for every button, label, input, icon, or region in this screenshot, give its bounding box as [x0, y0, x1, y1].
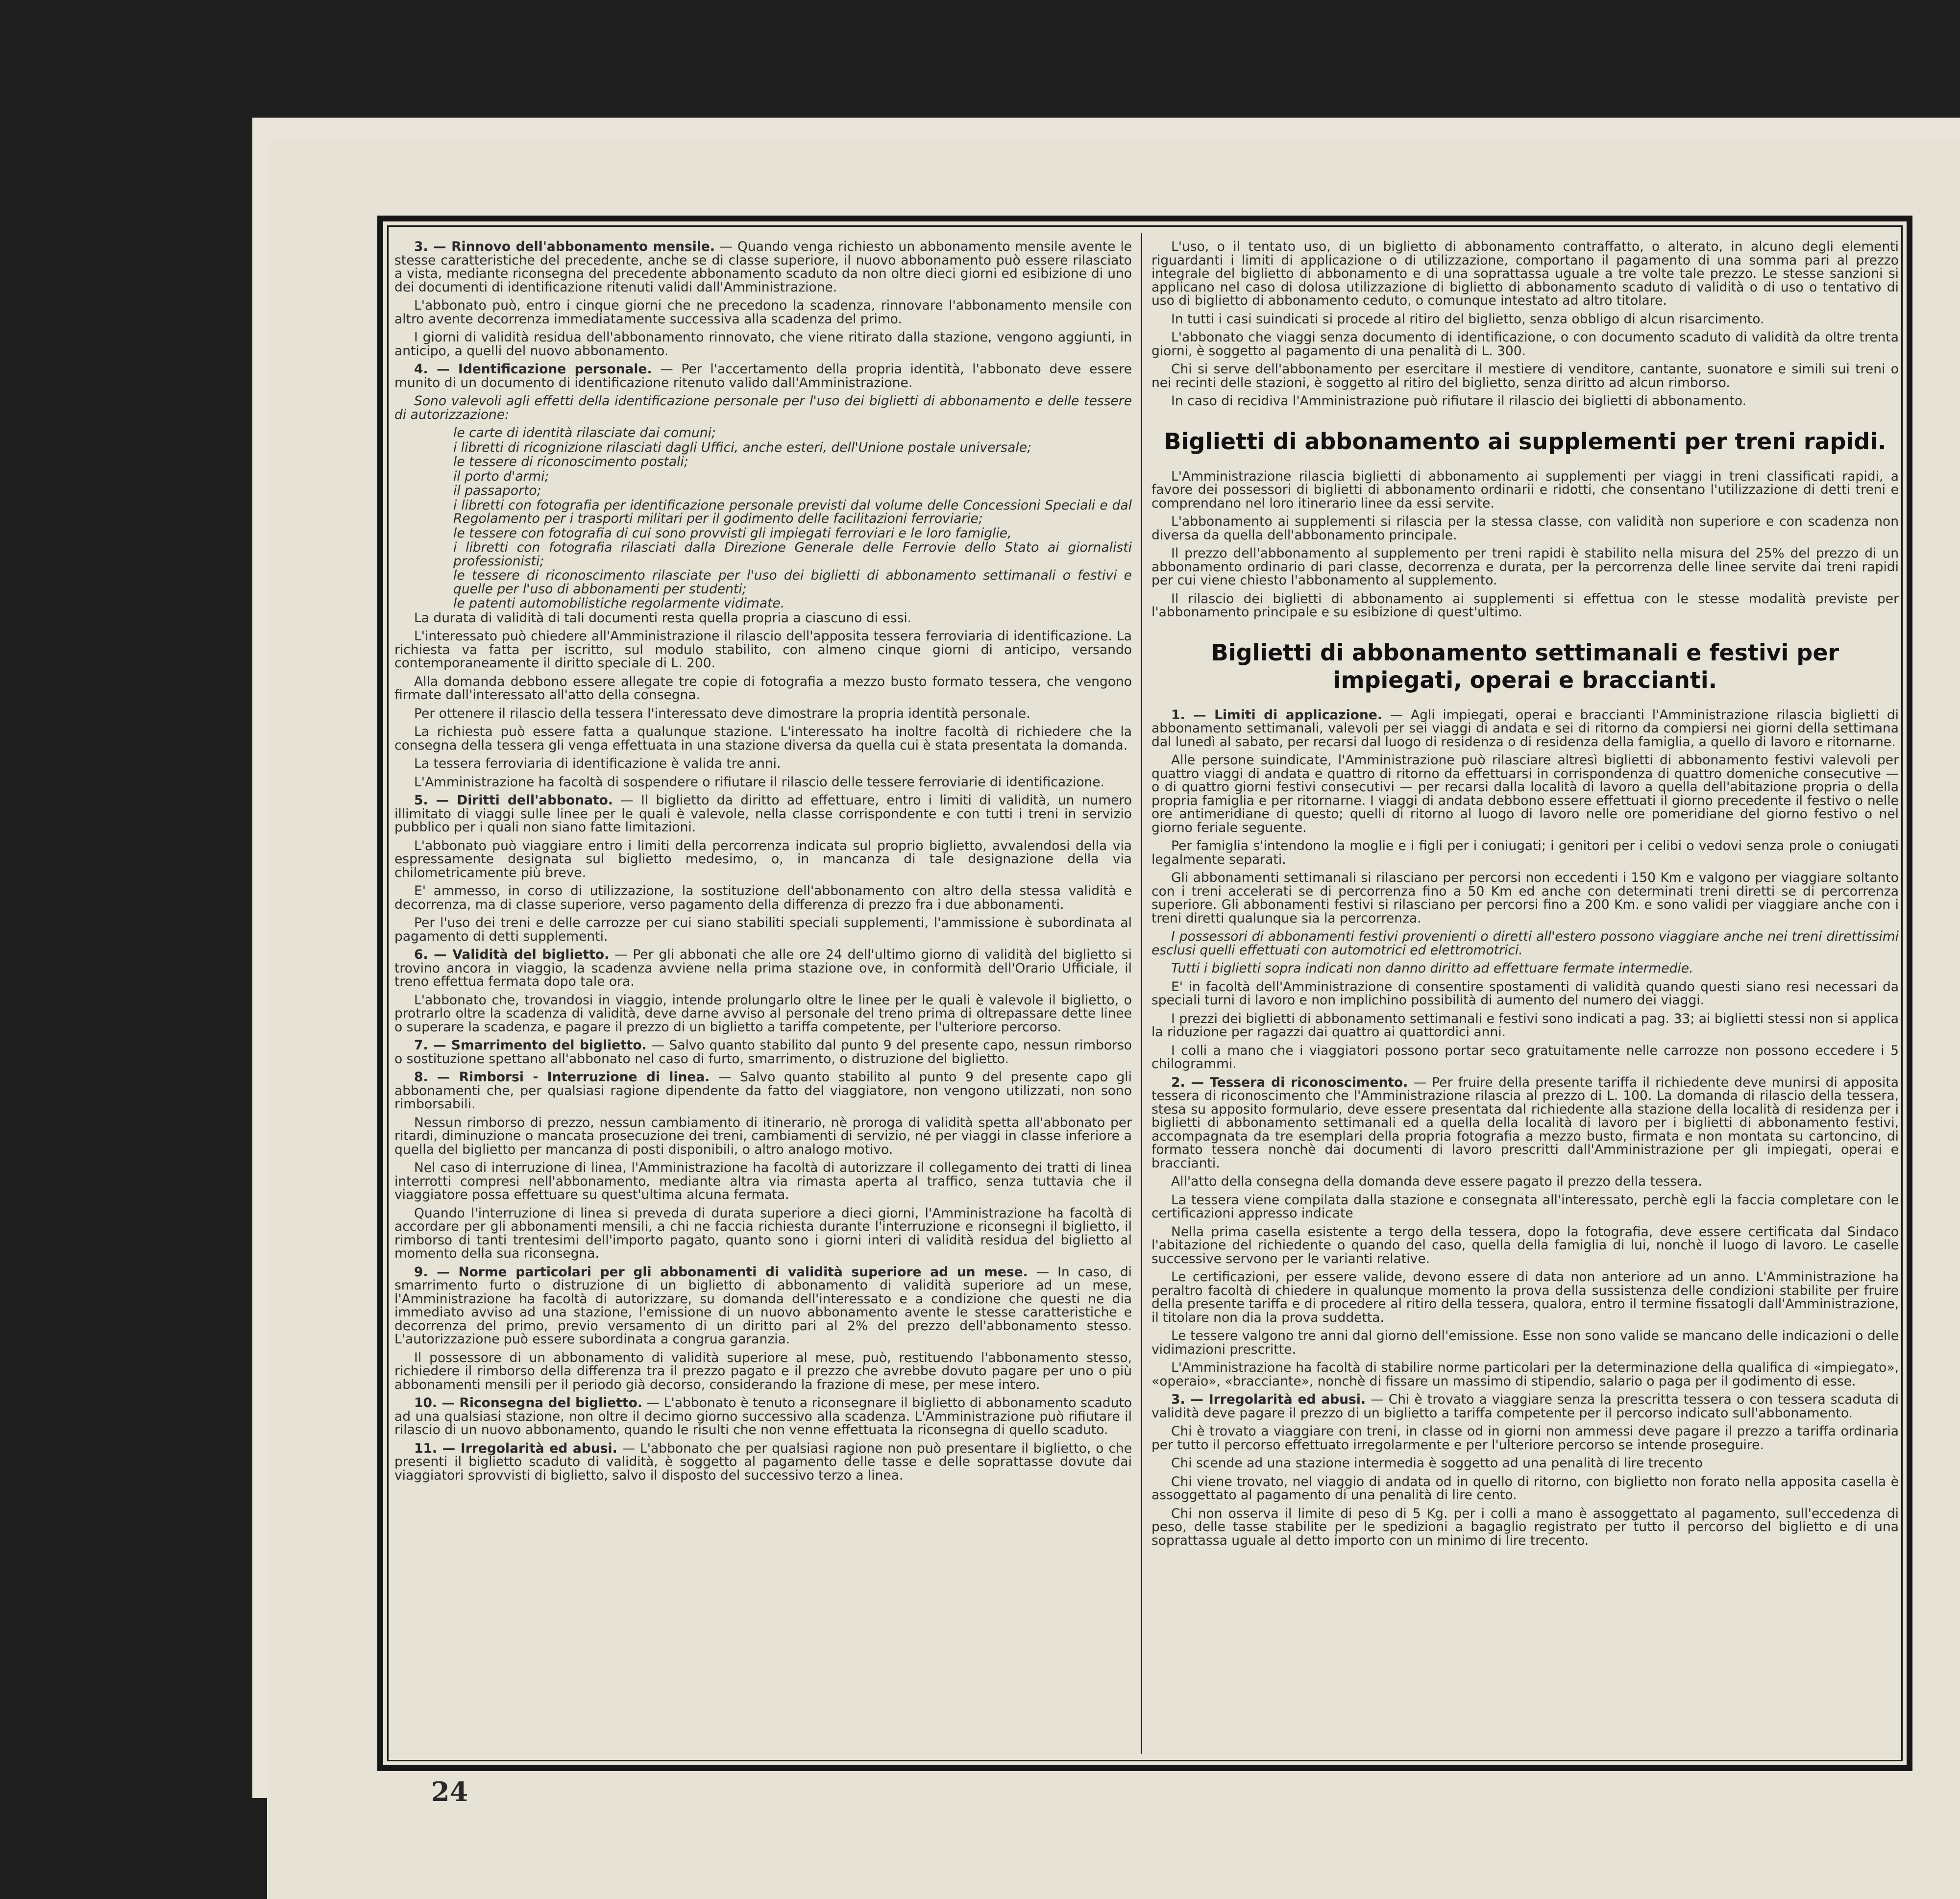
- numbered-clause: [1152, 1076, 1899, 1170]
- paragraph: L'Amministrazione ha facoltà di stabilire norme particolari per la determinazione della qualifica di «impiegato», «operaio», «bracciante», nonchè di fissare un massimo di stipendio, salario o paga per il godimento di esse.: [1152, 1360, 1899, 1389]
- clause-text: — Per gli abbonati che alle ore 24 dell'ultimo giorno di validità del biglietto si trovino ancora in viaggio, la scadenza avviene nella prima stazione ove, in conformità dell'Orario Ufficiale, il treno effettua fermata dopo tale ora.: [394, 947, 1132, 989]
- document-list-item: le tessere con fotografia di cui sono provvisti gli impiegati ferroviari e le loro famiglie,: [453, 525, 1012, 541]
- paragraph: Nessun rimborso di prezzo, nessun cambiamento di itinerario, nè proroga di validità spetta all'abbonato per ritardi, diminuzione o mancata prosecuzione dei treni, cambiamenti di servizio, né per viaggi in classe inferiore a quella del biglietto per mancanza di posti disponibili, o altro analogo motivo.: [394, 1115, 1132, 1157]
- clause-title: 3. — Rinnovo dell'abbonamento mensile.: [414, 240, 715, 254]
- paragraph: In caso di recidiva l'Amministrazione può rifiutare il rilascio dei biglietti di abbonamento.: [1171, 393, 1747, 409]
- paragraph: Tutti i biglietti sopra indicati non danno diritto ad effettuare fermate intermedie.: [1171, 961, 1693, 976]
- clause-title: 11. — Irregolarità ed abusi.: [414, 1440, 617, 1456]
- paragraph: Sono valevoli agli effetti della identificazione personale per l'uso dei biglietti di abbonamento e delle tessere di autorizzazione:: [394, 393, 1132, 422]
- paragraph: Alle persone suindicate, l'Amministrazione può rilasciare altresì biglietti di abbonamento festivi valevoli per quattro viaggi di andata e quattro di ritorno da effettuarsi in corrispondenza di quattro domeniche consecutive — o di quattro giorni festivi consecutivi — per recarsi dalla località di lavoro a quella dell'abitazione propria o della propria famiglia e per ritornarne. I viaggi di andata debbono essere effettuati il giorno precedente il festivo o nelle ore antimeridiane di questo; quelli di ritorno al luogo di lavoro nelle ore pomeridiane del giorno festivo o nel giorno feriale seguente.: [1152, 753, 1899, 835]
- clause-title: 3. — Irregolarità ed abusi.: [1171, 1392, 1366, 1407]
- paragraph: Quando l'interruzione di linea si preveda di durata superiore a dieci giorni, l'Amministrazione ha facoltà di accordare per gli abbonamenti mensili, a chi ne faccia richiesta durante l'interruzione e riconsegni il biglietto, il rimborso di tanti trentesimi dell'importo pagato, quanto sono i giorni interi di validità residua del biglietto al momento della sua riconsegna.: [394, 1205, 1132, 1261]
- paragraph: La tessera viene compilata dalla stazione e consegnata all'interessato, perchè egli la faccia completare con le certificazioni appresso indicate: [1152, 1192, 1899, 1221]
- paragraph: L'interessato può chiedere all'Amministrazione il rilascio dell'apposita tessera ferroviaria di identificazione. La richiesta va fatta per iscritto, sul modulo stabilito, con almeno cinque giorni di anticipo, versando contemporaneamente il diritto speciale di L. 200.: [394, 629, 1132, 671]
- paragraph: L'Amministrazione ha facoltà di sospendere o rifiutare il rilascio delle tessere ferroviarie di identificazione.: [414, 774, 1105, 790]
- clause-text: — Salvo quanto stabilito al punto 9 del presente capo gli abbonamenti che, per qualsiasi ragione dipendente da fatto del viaggiatore, non vengono utilizzati, non sono rimborsabili.: [394, 1070, 1132, 1112]
- clause-title: 10. — Riconsegna del biglietto.: [414, 1395, 642, 1411]
- paragraph: La tessera ferroviaria di identificazione è valida tre anni.: [414, 756, 781, 771]
- paragraph: Chi non osserva il limite di peso di 5 Kg. per i colli a mano è assoggettato al pagamento, sull'eccedenza di peso, delle tasse stabilite per le spedizioni a bagaglio registrato per tutto il percorso del biglietto e di una soprattassa uguale al detto importo con un minimo di lire trecento.: [1152, 1506, 1899, 1548]
- numbered-clause: [394, 1071, 1132, 1111]
- paragraph: All'atto della consegna della domanda deve essere pagato il prezzo della tessera.: [1171, 1174, 1702, 1189]
- numbered-clause: [394, 240, 1132, 294]
- document-list-item: il passaporto;: [453, 483, 541, 498]
- section-heading: Biglietti di abbonamento settimanali e festivi per impiegati, operai e braccianti.: [1211, 639, 1839, 693]
- document-list-item: il porto d'armi;: [453, 468, 549, 484]
- numbered-clause: [394, 1039, 1132, 1066]
- paragraph: Le tessere valgono tre anni dal giorno dell'emissione. Esse non sono valide se mancano delle indicazioni o delle vidimazioni prescritte.: [1152, 1328, 1899, 1357]
- paragraph: Per famiglia s'intendono la moglie e i figli per i coniugati; i genitori per i celibi o vedovi senza prole o coniugati legalmente separati.: [1152, 838, 1899, 867]
- paragraph: L'Amministrazione rilascia biglietti di abbonamento ai supplementi per viaggi in treni classificati rapidi, a favore dei possessori di biglietti di abbonamento ordinarii e ridotti, che consentano l'utilizzazione di detti treni e comprendano nel loro itinerario linee da essi servite.: [1152, 468, 1899, 511]
- paragraph: Alla domanda debbono essere allegate tre copie di fotografia a mezzo busto formato tessera, che vengono firmate dall'interessato all'atto della consegna.: [394, 674, 1132, 703]
- clause-title: 1. — Limiti di applicazione.: [1171, 707, 1382, 723]
- document-list-item: i libretti con fotografia per identificazione personale previsti dal volume delle Concessioni Speciali e dal Regolamento per i trasporti militari per il godimento delle facilitazioni ferroviarie;: [453, 497, 1132, 526]
- paragraph: Le certificazioni, per essere valide, devono essere di data non anteriore ad un anno. L'Amministrazione ha peraltro facoltà di chiedere in qualunque momento la prova della sussistenza delle condizioni stabilite per fruire della presente tariffa e di procedere al ritiro della tessera, qualora, entro il termine fissatogli dall'Amministrazione, il titolare non dia la prova suddetta.: [1152, 1269, 1899, 1325]
- paragraph: L'abbonato che, trovandosi in viaggio, intende prolungarlo oltre le linee per le quali è valevole il biglietto, o protrarlo oltre la scadenza di validità, deve darne avviso al personale del treno prima di oltrepassare dette linee o superare la scadenza, e pagare il prezzo di un biglietto a tariffa competente, per l'ulteriore percorso.: [394, 992, 1132, 1035]
- clause-text: — Agli impiegati, operai e braccianti l'Amministrazione rilascia biglietti di abbonamento settimanali, valevoli per sei viaggi di andata e sei di ritorno da compiersi nei giorni della settimana dal lunedì al sabato, per recarsi dal luogo di residenza o di residenza della famiglia, a quello di lavoro e ritornarne.: [1152, 707, 1899, 750]
- clause-title: 5. — Diritti dell'abbonato.: [414, 793, 613, 808]
- numbered-clause: [394, 948, 1132, 989]
- clause-title: 7. — Smarrimento del biglietto.: [414, 1038, 647, 1053]
- column-divider: [1141, 233, 1142, 1754]
- paragraph: I giorni di validità residua dell'abbonamento rinnovato, che viene ritirato dalla stazione, vengono aggiunti, in anticipo, a quelli del nuovo abbonamento.: [394, 330, 1132, 359]
- paragraph: L'abbonato può, entro i cinque giorni che ne precedono la scadenza, rinnovare l'abbonamento mensile con altro avente decorrenza immediatamente successiva alla scadenza del primo.: [394, 298, 1132, 327]
- paragraph: L'uso, o il tentato uso, di un biglietto di abbonamento contraffatto, o alterato, in alcuno degli elementi riguardanti i limiti di applicazione o di utilizzazione, comportano il pagamento di una somma pari al prezzo integrale del biglietto di abbonamento e di una soprattassa uguale a tre volte tale prezzo. Le stesse sanzioni si applicano nel caso di dolosa utilizzazione di biglietto di abbonamento scaduto di validità o di uso o tentativo di uso di biglietto di abbonamento ceduto, o comunque intestato ad altro titolare.: [1152, 240, 1899, 308]
- document-list-item: le tessere di riconoscimento rilasciate per l'uso dei biglietti di abbonamento settimanali o festivi e quelle per l'uso di abbonamenti per studenti;: [453, 568, 1132, 597]
- paragraph: Chi scende ad una stazione intermedia è soggetto ad una penalità di lire trecento: [1171, 1456, 1703, 1471]
- page-number: 24: [431, 1776, 468, 1807]
- clause-title: 2. — Tessera di riconoscimento.: [1171, 1074, 1408, 1090]
- clause-text: — Chi è trovato a viaggiare senza la prescritta tessera o con tessera scaduta di validità deve pagare il prezzo di un biglietto a tariffa competente per il percorso indicato sull'abbonamento.: [1152, 1392, 1899, 1421]
- paragraph: I colli a mano che i viaggiatori possono portar seco gratuitamente nelle carrozze non possono eccedere i 5 chilogrammi.: [1152, 1043, 1899, 1071]
- clause-text: — L'abbonato che per qualsiasi ragione non può presentare il biglietto, o che presenti il biglietto scaduto di validità, è soggetto al pagamento delle tasse e delle soprattasse dovute dai viaggiatori sprovvisti di biglietto, salvo il disposto del successivo terzo a linea.: [394, 1440, 1132, 1483]
- paragraph: La durata di validità di tali documenti resta quella propria a ciascuno di essi.: [414, 610, 912, 626]
- clause-title: 9. — Norme particolari per gli abbonamenti di validità superiore ad un mese.: [414, 1264, 1028, 1280]
- section-heading: Biglietti di abbonamento ai supplementi per treni rapidi.: [1164, 428, 1886, 455]
- clause-text: — Per l'accertamento della propria identità, l'abbonato deve essere munito di un documento di identificazione ritenuto valido dall'Amministrazione.: [394, 362, 1132, 390]
- paragraph: In tutti i casi suindicati si procede al ritiro del biglietto, senza obbligo di alcun risarcimento.: [1171, 311, 1764, 327]
- paragraph: La richiesta può essere fatta a qualunque stazione. L'interessato ha inoltre facoltà di richiedere che la consegna della tessera gli venga effettuata in una stazione diversa da quella cui è stata presentata la domanda.: [394, 724, 1132, 753]
- clause-text: — Il biglietto da diritto ad effettuare, entro i limiti di validità, un numero illimitato di viaggi sulle linee per le quali è valevole, nella classe corrispondente e con tutti i treni in servizio pubblico per i quali non siano fatte limitazioni.: [394, 793, 1132, 835]
- clause-title: 6. — Validità del biglietto.: [414, 947, 610, 962]
- paragraph: E' in facoltà dell'Amministrazione di consentire spostamenti di validità quando questi siano resi necessari da speciali turni di lavoro e non implichino possibilità di aumento del numero dei viaggi.: [1152, 979, 1899, 1008]
- paragraph: E' ammesso, in corso di utilizzazione, la sostituzione dell'abbonamento con altro della stessa validità e decorrenza, ma di classe superiore, verso pagamento della differenza di prezzo fra i due abbonamenti.: [394, 883, 1132, 912]
- paragraph: Chi è trovato a viaggiare con treni, in classe od in giorni non ammessi deve pagare il prezzo a tariffa ordinaria per tutto il percorso effettuato irregolarmente e per l'ulteriore percorso se intende proseguire.: [1152, 1424, 1899, 1453]
- clause-text: — L'abbonato è tenuto a riconsegnare il biglietto di abbonamento scaduto ad una qualsiasi stazione, non oltre il decimo giorno successivo alla scadenza. L'Amministrazione può rifiutare il rilascio di un nuovo abbonamento, quando le risulti che non venne effettuata la riconsegna di quello scaduto.: [394, 1395, 1132, 1437]
- paragraph: Nella prima casella esistente a tergo della tessera, dopo la fotografia, deve essere certificata dal Sindaco l'abitazione del richiedente o quando del caso, quella della famiglia di lui, nonchè il luogo di lavoro. Le caselle successive servono per le varianti relative.: [1152, 1224, 1899, 1266]
- document-list-item: i libretti con fotografia rilasciati dalla Direzione Generale delle Ferrovie dello Stato ai giornalisti professionisti;: [453, 540, 1132, 569]
- document-list-item: le carte di identità rilasciate dai comuni;: [453, 425, 716, 440]
- paragraph: L'abbonamento ai supplementi si rilascia per la stessa classe, con validità non superiore e con scadenza non diversa da quella dell'abbonamento principale.: [1152, 514, 1899, 543]
- document-list-item: le tessere di riconoscimento postali;: [453, 454, 688, 469]
- paragraph: Nel caso di interruzione di linea, l'Amministrazione ha facoltà di autorizzare il collegamento dei tratti di linea interrotti compresi nell'abbonamento, mediante altra via rimasta aperta al traffico, senza tuttavia che il viaggiatore possa effettuare su quest'ultima alcuna fermata.: [394, 1160, 1132, 1202]
- numbered-clause: [394, 1396, 1132, 1437]
- paragraph: Per ottenere il rilascio della tessera l'interessato deve dimostrare la propria identità personale.: [414, 706, 1030, 721]
- numbered-clause: [394, 363, 1132, 390]
- clause-text: — In caso, di smarrimento furto o distruzione di un biglietto di abbonamento di validità superiore ad un mese, l'Amministrazione ha facoltà di autorizzare, su domanda dell'interessato e a condizione che questi ne dia immediato avviso ad una stazione, l'emissione di un nuovo abbonamento avente le stesse caratteristiche e decorrenza del primo, previo versamento di un diritto pari al 2% del prezzo dell'abbonamento stesso. L'autorizzazione può essere subordinata a congrua garanzia.: [394, 1264, 1132, 1347]
- paragraph: Il possessore di un abbonamento di validità superiore al mese, può, restituendo l'abbonamento stesso, richiedere il rimborso della differenza tra il prezzo pagato e il prezzo che avrebbe dovuto pagare per uno o più abbonamenti mensili per il periodo già decorso, considerando la frazione di mese, per mese intero.: [394, 1350, 1132, 1392]
- clause-title: 8. — Rimborsi - Interruzione di linea.: [414, 1070, 710, 1085]
- paragraph: L'abbonato può viaggiare entro i limiti della percorrenza indicata sul proprio biglietto, avvalendosi della via espressamente designata sul biglietto medesimo, o, in mancanza di tale designazione della via chilometricamente più breve.: [394, 838, 1132, 880]
- paragraph: Chi si serve dell'abbonamento per esercitare il mestiere di venditore, cantante, suonatore e simili sui treni o nei recinti delle stazioni, è soggetto al ritiro del biglietto, senza diritto ad alcun rimborso.: [1152, 362, 1899, 390]
- paragraph: I prezzi dei biglietti di abbonamento settimanali e festivi sono indicati a pag. 33; ai biglietti stessi non si applica la riduzione per ragazzi dai quattro ai quattordici anni.: [1152, 1011, 1899, 1040]
- paragraph: Il rilascio dei biglietti di abbonamento ai supplementi si effettua con le stesse modalità previste per l'abbonamento principale e su esibizione di quest'ultimo.: [1152, 591, 1899, 620]
- left-text-column: [394, 240, 1132, 1759]
- numbered-clause: [394, 1266, 1132, 1346]
- paragraph: Per l'uso dei treni e delle carrozze per cui siano stabiliti speciali supplementi, l'ammissione è subordinata al pagamento di detti supplementi.: [394, 915, 1132, 944]
- paragraph: Il prezzo dell'abbonamento al supplemento per treni rapidi è stabilito nella misura del 25% del prezzo di un abbonamento ordinario di pari classe, decorrenza e durata, per la percorrenza delle linee servite dai treni rapidi per cui viene chiesto l'abbonamento al supplemento.: [1152, 546, 1899, 588]
- numbered-clause: [394, 794, 1132, 834]
- paragraph: Chi viene trovato, nel viaggio di andata od in quello di ritorno, con biglietto non forato nella apposita casella è assoggettato al pagamento di una penalità di lire cento.: [1152, 1474, 1899, 1503]
- document-list-item: i libretti di ricognizione rilasciati dagli Uffici, anche esteri, dell'Unione postale universale;: [453, 439, 1031, 455]
- paragraph: L'abbonato che viaggi senza documento di identificazione, o con documento scaduto di validità da oltre trenta giorni, è soggetto al pagamento di una penalità di L. 300.: [1152, 330, 1899, 359]
- numbered-clause: [1152, 1393, 1899, 1420]
- clause-title: 4. — Identificazione personale.: [414, 362, 652, 377]
- clause-text: — Salvo quanto stabilito dal punto 9 del presente capo, nessun rimborso o sostituzione spettano all'abbonato nel caso di furto, smarrimento, o distruzione del biglietto.: [394, 1038, 1132, 1067]
- paragraph: I possessori di abbonamenti festivi provenienti o diretti all'estero possono viaggiare anche nei treni direttissimi esclusi quelli effettuati con automotrici ed elettromotrici.: [1152, 929, 1899, 958]
- clause-text: — Per fruire della presente tariffa il richiedente deve munirsi di apposita tessera di riconoscimento che l'Amministrazione rilascia al prezzo di L. 100. La domanda di rilascio della tessera, stesa su apposito formulario, deve essere presentata dal richiedente alla stazione della località di residenza per i biglietti di abbonamento settimanali ed a quella della località di lavoro per i biglietti di abbonamento festivi, accompagnata da tre esemplari della propria fotografia a mezzo busto, firmata e non montata su cartoncino, di formato tessera nonchè dai documenti di lavoro prescritti dall'Amministrazione per gli impiegati, operai e braccianti.: [1152, 1074, 1899, 1171]
- paragraph: Gli abbonamenti settimanali si rilasciano per percorsi non eccedenti i 150 Km e valgono per viaggiare soltanto con i treni accelerati se di percorrenza fino a 50 Km ed anche con determinati treni diretti se di percorrenza superiore. Gli abbonamenti festivi si rilasciano per percorsi fino a 200 Km. e sono validi per viaggiare anche con i treni diretti qualunque sia la percorrenza.: [1152, 870, 1899, 926]
- clause-text: — Quando venga richiesto un abbonamento mensile avente le stesse caratteristiche del precedente, anche se di classe superiore, il nuovo abbonamento può essere rilasciato a vista, mediante riconsegna del precedente abbonamento scaduto da non oltre dieci giorni ed esibizione di uno dei documenti di identificazione ritenuti validi dall'Amministrazione.: [394, 240, 1132, 295]
- numbered-clause: [1152, 708, 1899, 749]
- document-list-item: le patenti automobilistiche regolarmente vidimate.: [453, 596, 785, 611]
- numbered-clause: [394, 1442, 1132, 1483]
- right-text-column: [1152, 240, 1899, 1759]
